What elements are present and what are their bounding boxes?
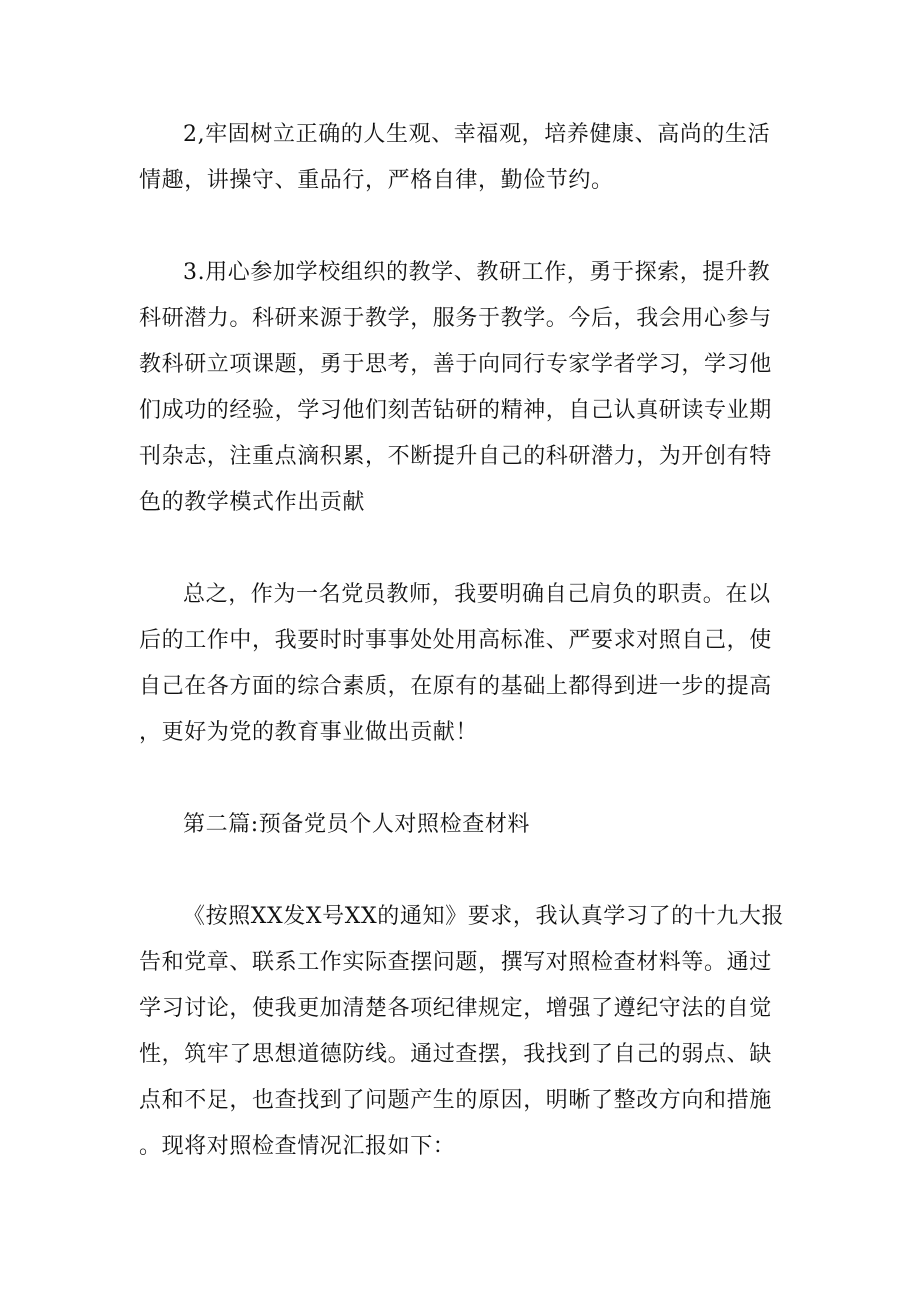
paragraph-item-3: 3.用心参加学校组织的教学、教研工作，勇于探索，提升教科研潜力。科研来源于教学，服务于教学。今后，我会用心参与教科研立项课题，勇于思考，善于向同行专家学者学习，学习他们成功的经验，学习他们刻苦钻研的精神，自己认真研读专业期刊杂志，注重点滴积累，不断提升自己的科研潜力，为开创有特色的教学模式作出贡献 — [139, 260, 772, 515]
paragraph-summary: 总之，作为一名党员教师，我要明确自己肩负的职责。在以后的工作中，我要时时事事处处用高标准、严要求对照自己，使自己在各方面的综合素质，在原有的基础上都得到进一步的提高，更好为党的教育事业做出贡献！ — [139, 582, 772, 745]
section-heading: 第二篇:预备党员个人对照检查材料 — [183, 812, 531, 837]
paragraph-item-2: 2,牢固树立正确的人生观、幸福观，培养健康、高尚的生活情趣，讲操守、重品行，严格自律，勤俭节约。 — [139, 122, 771, 193]
paragraph-intro: 《按照XX发X号XX的通知》要求，我认真学习了的十九大报告和党章、联系工作实际查摆问题，撰写对照检查材料等。通过学习讨论，使我更加清楚各项纪律规定，增强了遵纪守法的自觉性，筑牢了思想道德防线。通过查摆，我找到了自己的弱点、缺点和不足，也查找到了问题产生的原因，明晰了整改方向和措施。现将对照检查情况汇报如下： — [139, 904, 785, 1159]
document-body — [139, 112, 787, 1216]
